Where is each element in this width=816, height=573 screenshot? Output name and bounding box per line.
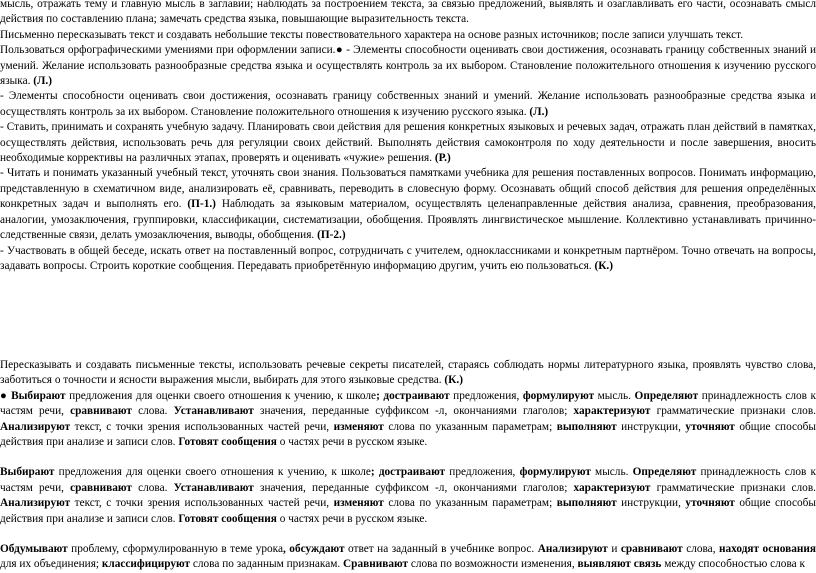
paragraph-personal: - Элементы способности оценивать свои достижения, осознавать границу собственных знаний и умений. Желание использовать разнообразные средства языка и осуществлять контроль за их выбором. Становление положительного отношения к изучению русского языка. (Л.) — [0, 90, 816, 118]
paragraph-activities-1: ● Выбирают предложения для оценки своего отношения к учению, к школе; достраивают предложения, формулируют мысль. Определяют принадлежность слов к частям речи, сравнивают слова. Устанавливают значения, переданные суффиксом -л, окончаниями глаголов; характеризуют грамматические признаки слов. Анализируют текст, с точки зрения использованных частей речи, изменяют слова по указанным параметрам; выполняют инструкции, уточняют общие способы действия при анализе и записи слов. Готовят сообщения о частях речи в русском языке. — [0, 389, 816, 449]
tag-communicative-2: (К.) — [441, 374, 463, 387]
spacer — [0, 450, 816, 465]
tag-personal-2: (Л.) — [526, 105, 549, 118]
text-section-top — [0, 0, 816, 274]
tag-cognitive-1: (П-1.) — [181, 198, 216, 211]
paragraph-regulative: - Ставить, принимать и сохранять учебную задачу. Планировать свои действия для решения конкретных языковых и речевых задач, отражать план действий в памятках, осуществлять действия, использовать речь для регуляции своих действий. Выполнять действия самоконтроля по ходу деятельности и после завершения, вносить необходимые коррективы на различных этапах, проверять и оценивать «чужие» решения. (Р.) — [0, 121, 816, 165]
paragraph-activities-2: Выбирают предложения для оценки своего отношения к учению, к школе; достраивают предложения, формулируют мысль. Определяют принадлежность слов к частям речи, сравнивают слова. Устанавливают значения, переданные суффиксом -л, окончаниями глаголов; характеризуют грамматические признаки слов. Анализируют текст, с точки зрения использованных частей речи, изменяют слова по указанным параметрам; выполняют инструкции, уточняют общие способы действия при анализе и записи слов. Готовят сообщения о частях речи в русском языке. — [0, 466, 816, 525]
text-section-bottom — [0, 358, 816, 573]
paragraph-written-retelling: Пересказывать и создавать письменные тексты, использовать речевые секреты писателей, стараясь соблюдать нормы литературного языка, проявлять чувство слова, заботиться о точности и ясности выражения мысли, выбирать для этого языковые средства. (К.) — [0, 359, 816, 387]
paragraph-cognitive: - Читать и понимать указанный учебный текст, уточнять свои знания. Пользоваться памятками учебника для решения поставленных вопросов. Понимать информацию, представленную в схематичном виде, анализировать её, сравнивать, переводить в словесную форму. Осознавать общий способ действия для решения определённых конкретных задач и выполнять его. (П-1.) Наблюдать за языковым материалом, осуществлять целенаправленные действия анализа, сравнения, преобразования, аналогии, умозаключения, группировки, классификации, систематизации, обобщения. Проявлять лингвистическое мышление. Коллективно устанавливать причинно-следственные связи, делать умозаключения, выводы, обобщения. (П-2.) — [0, 167, 816, 242]
bullet-icon: ● — [335, 44, 344, 57]
tag-cognitive-2: (П-2.) — [314, 229, 346, 242]
paragraph-retelling: Письменно пересказывать текст и создавать небольшие тексты повествовательного характера на основе разных источников; после записи улучшать текст. — [0, 28, 744, 41]
bullet-icon-2: ● — [0, 389, 8, 402]
paragraph-intro: мысль, отражать тему и главную мысль в заглавии; наблюдать за построением текста, за связью предложений, выявлять и озаглавливать его части, осознавать смысл действия по составлению плана; замечать средства языка, повышающие выразительность текста. — [0, 0, 816, 26]
spacer-2 — [0, 527, 816, 542]
tag-personal: (Л.) — [30, 75, 52, 88]
tag-communicative: (К.) — [591, 259, 614, 272]
paragraph-spelling: Пользоваться орфографическими умениями при оформлении записи.● - Элементы способности оценивать свои достижения, осознавать границу собственных знаний и умений. Желание использовать разнообразные средства языка и осуществлять контроль за их выбором. Становление положительного отношения к изучению русского языка. (Л.) — [0, 44, 816, 88]
paragraph-communicative: - Участвовать в общей беседе, искать ответ на поставленный вопрос, сотрудничать с учителем, одноклассниками и конкретным партнёром. Точно отвечать на вопросы, задавать вопросы. Строить короткие сообщения. Передавать приобретённую информацию другим, учить ею пользоваться. (К.) — [0, 244, 816, 272]
paragraph-activities-3: Обдумывают проблему, сформулированную в теме урока, обсуждают ответ на заданный в учебнике вопрос. Анализируют и сравнивают слова, находят основания для их объединения; классифицируют слова по заданным признакам. Сравнивают слова по возможности изменения, выявляют связь между способностью слова к — [0, 543, 816, 571]
tag-regulative: (Р.) — [432, 152, 451, 165]
